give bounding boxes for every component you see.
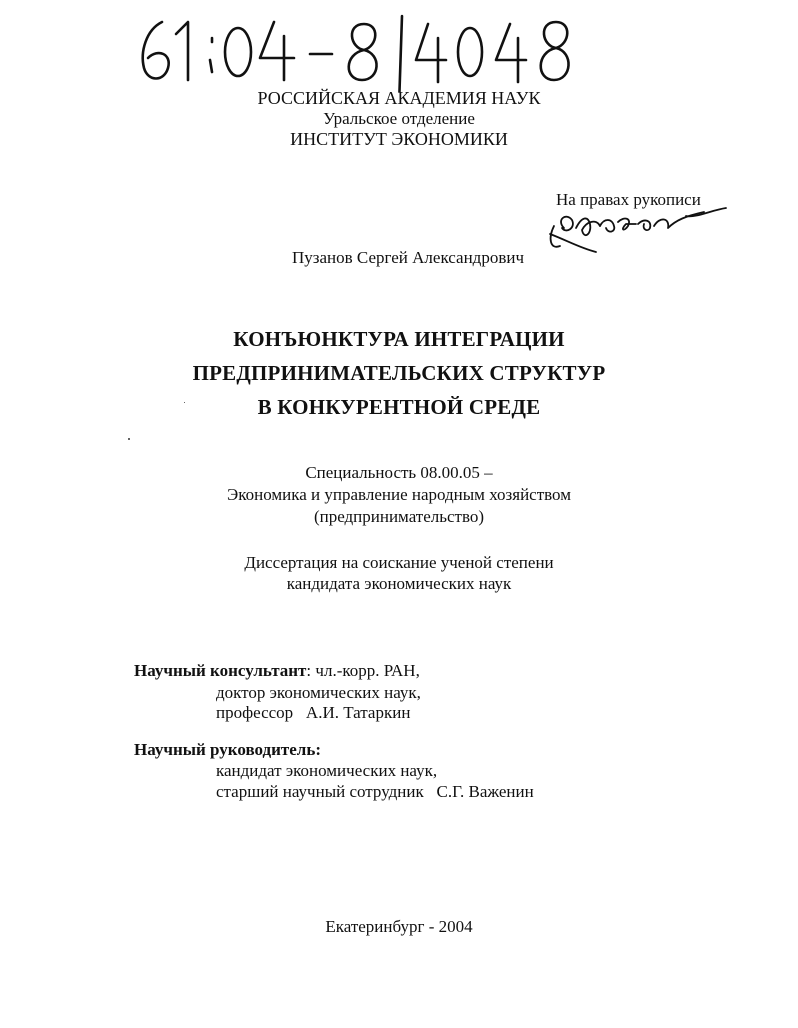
scan-speck: [128, 438, 130, 440]
supervisor-row: [134, 740, 321, 760]
specialty-line-1: Специальность 08.00.05 –: [305, 463, 493, 482]
manuscript-rights-label: На правах рукописи: [556, 190, 701, 209]
scan-speck: [184, 402, 185, 403]
supervisor-colon: :: [315, 740, 322, 759]
branch-name: Уральское отделение: [323, 109, 475, 128]
consultant-line-3: профессор А.И. Татаркин: [216, 703, 411, 722]
institute-name: ИНСТИТУТ ЭКОНОМИКИ: [290, 129, 508, 149]
handwritten-archive-number: [128, 8, 588, 92]
dissertation-line-1: Диссертация на соискание ученой степени: [244, 553, 554, 572]
consultant-colon: :: [306, 661, 316, 680]
author-signature: [536, 200, 736, 258]
city-year: Екатеринбург - 2004: [325, 917, 473, 936]
supervisor-label: Научный руководитель: [134, 740, 316, 759]
consultant-row: [134, 661, 420, 681]
specialty-line-3: (предпринимательство): [313, 507, 485, 526]
supervisor-line-2: старший научный сотрудник С.Г. Важенин: [216, 782, 534, 801]
title-line-3: В КОНКУРЕНТНОЙ СРЕДЕ: [257, 395, 541, 419]
consultant-label: Научный консультант: [134, 661, 307, 680]
consultant-line-1: чл.-корр. РАН,: [315, 661, 420, 680]
supervisor-line-1: кандидат экономических наук,: [216, 761, 438, 780]
title-line-1: КОНЪЮНКТУРА ИНТЕГРАЦИИ: [233, 327, 565, 351]
dissertation-line-2: кандидата экономических наук: [286, 574, 512, 593]
author-name: Пузанов Сергей Александрович: [292, 248, 525, 267]
title-line-2: ПРЕДПРИНИМАТЕЛЬСКИХ СТРУКТУР: [192, 361, 606, 385]
specialty-line-2: Экономика и управление народным хозяйством: [227, 485, 571, 504]
academy-name: РОССИЙСКАЯ АКАДЕМИЯ НАУК: [257, 88, 541, 108]
consultant-line-2: доктор экономических наук,: [216, 683, 421, 702]
